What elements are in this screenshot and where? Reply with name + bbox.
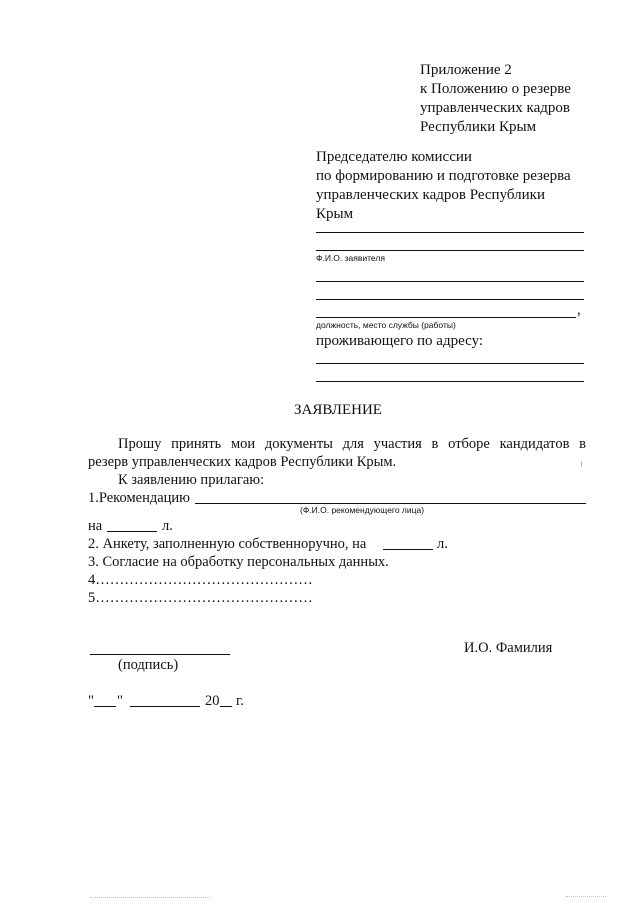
- signature-line[interactable]: [90, 654, 230, 655]
- address-line-1[interactable]: [316, 363, 584, 364]
- date-year-line[interactable]: [220, 706, 232, 707]
- request-line-2: резерв управленческих кадров Республики Крым.: [88, 454, 397, 470]
- applicant-name-line-2[interactable]: [316, 250, 584, 251]
- applicant-name-caption: Ф.И.О. заявителя: [316, 253, 385, 263]
- document-title: ЗАЯВЛЕНИЕ: [294, 402, 382, 418]
- position-line-2[interactable]: [316, 299, 584, 300]
- addressee-line-1: Председателю комиссии: [316, 149, 472, 165]
- item-1-on-prefix: на: [88, 518, 103, 534]
- request-line-1: Прошу принять мои документы для участия в отборе кандидатов в: [118, 436, 586, 452]
- scan-footer-smudge-right: [566, 896, 606, 899]
- date-year-prefix: 20: [205, 693, 220, 709]
- date-day-line[interactable]: [94, 706, 116, 707]
- addressee-line-3: управленческих кадров Республики: [316, 187, 545, 203]
- scan-speck-line: [581, 461, 582, 467]
- address-label: проживающего по адресу:: [316, 333, 484, 349]
- item-4[interactable]: 4………………………………………: [88, 572, 313, 588]
- position-caption: должность, место службы (работы): [316, 320, 456, 330]
- attach-intro: К заявлению прилагаю:: [118, 472, 265, 488]
- addressee-line-2: по формированию и подготовке резерва: [316, 168, 571, 184]
- item-3: 3. Согласие на обработку персональных данных.: [88, 554, 389, 570]
- date-quote-open: ": [88, 693, 94, 709]
- recommender-caption: (Ф.И.О. рекомендующего лица): [300, 505, 425, 515]
- address-line-2[interactable]: [316, 381, 584, 382]
- position-comma: ,: [577, 302, 581, 318]
- item-1-pages-suffix: л.: [162, 518, 173, 534]
- date-quote-close: ": [117, 693, 123, 709]
- appendix-line-4: Республики Крым: [420, 119, 537, 135]
- item-2-label: 2. Анкету, заполненную собственноручно, на: [88, 536, 367, 552]
- item-1-label: 1.Рекомендацию: [88, 490, 191, 506]
- appendix-line-1: Приложение 2: [420, 62, 512, 78]
- signer-name: И.О. Фамилия: [464, 640, 553, 656]
- date-year-suffix: г.: [236, 693, 244, 709]
- recommender-name-line[interactable]: [195, 503, 586, 504]
- position-line-3[interactable]: [316, 317, 576, 318]
- item-2-pages-line[interactable]: [383, 549, 433, 550]
- appendix-line-3: управленческих кадров: [420, 100, 570, 116]
- date-month-line[interactable]: [130, 706, 200, 707]
- applicant-name-line-1[interactable]: [316, 232, 584, 233]
- item-5[interactable]: 5………………………………………: [88, 590, 313, 606]
- signature-caption: (подпись): [118, 657, 179, 673]
- scan-footer-smudge: [90, 897, 210, 900]
- addressee-line-4: Крым: [316, 206, 354, 222]
- position-line-1[interactable]: [316, 281, 584, 282]
- item-2-suffix: л.: [437, 536, 448, 552]
- item-1-pages-line[interactable]: [107, 531, 157, 532]
- appendix-line-2: к Положению о резерве: [420, 81, 571, 97]
